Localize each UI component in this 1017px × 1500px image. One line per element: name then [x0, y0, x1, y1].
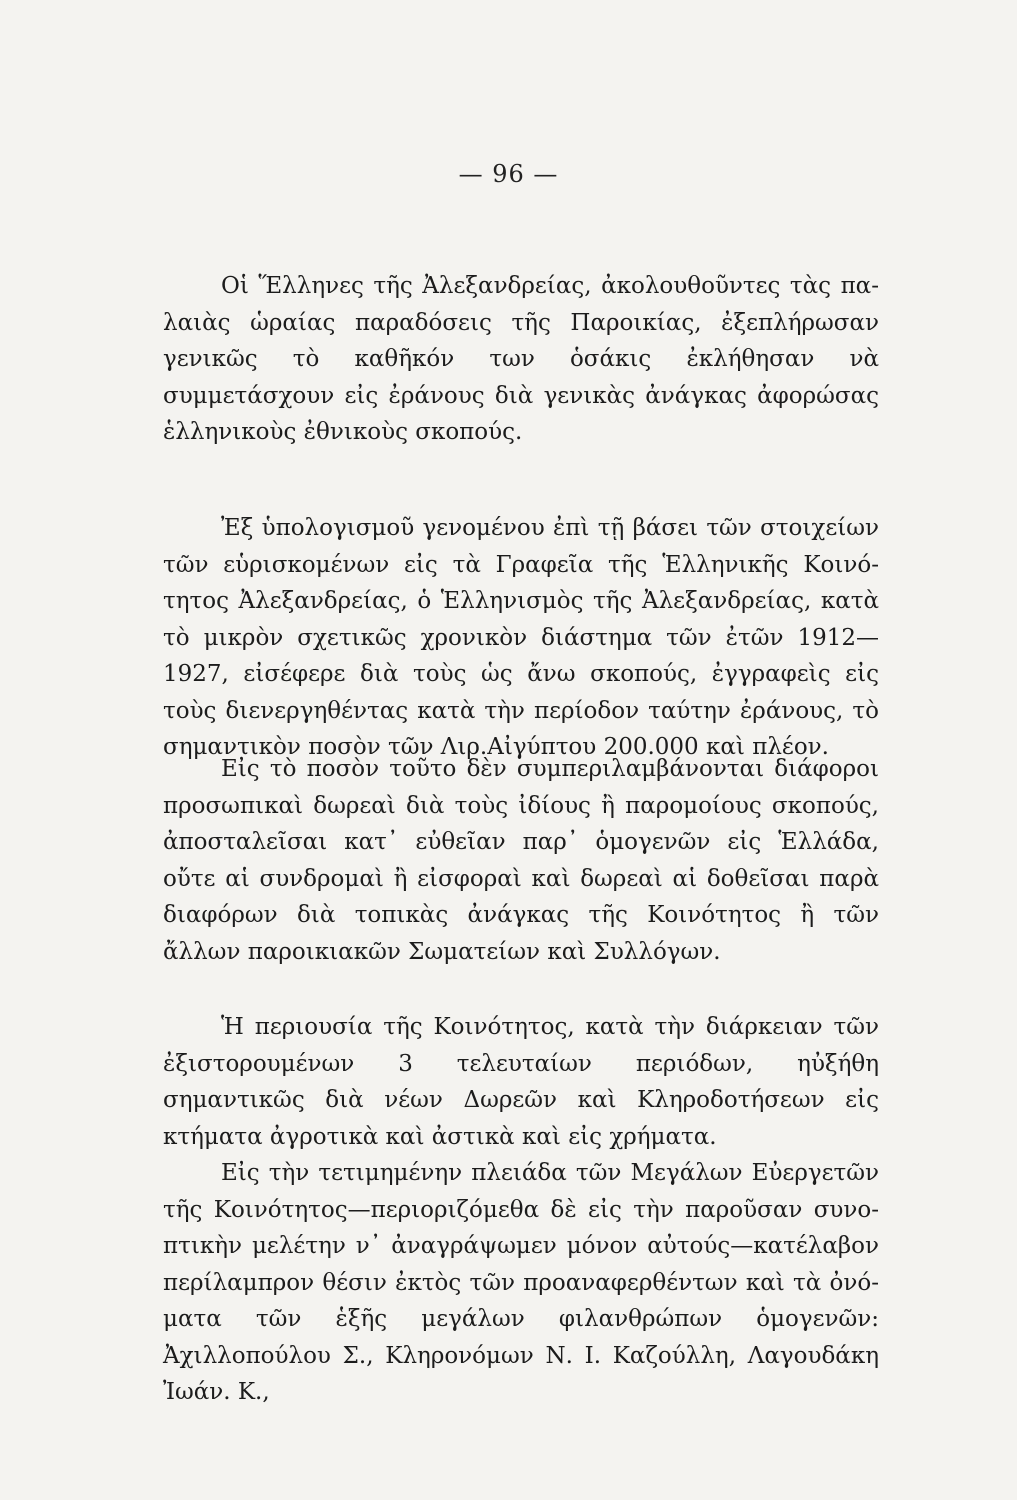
paragraph-4	[163, 1009, 879, 1155]
paragraph-text: Ἡ περιουσία τῆς Κοινότητος, κατὰ τὴν διάρκειαν τῶν ἐξιστορουμένων 3 τελευταίων περιόδων, ηὐξήθη σημαντικῶς διὰ νέων Δωρεῶν καὶ Κληροδοτήσεων εἰς κτήματα ἀγροτικὰ καὶ ἀστικὰ καὶ εἰς χρήματα.	[163, 1014, 879, 1150]
paragraph-3	[163, 751, 879, 970]
paragraph-text: Οἱ Ἕλληνες τῆς Ἀλεξανδρείας, ἀκολουθοῦντες τὰς παλαιὰς ὡραίας παραδόσεις τῆς Παροικίας, ἐξεπλήρωσαν γενικῶς τὸ καθῆκόν των ὁσάκις ἐκλήθησαν νὰ συμμετάσχουν εἰς ἐράνους διὰ γενικὰς ἀνάγκας ἀφορώσας ἑλληνικοὺς ἐθνικοὺς σκοπούς.	[163, 273, 879, 445]
paragraph-2	[163, 510, 879, 766]
page-number: — 96 —	[458, 160, 559, 188]
paragraph-1	[163, 268, 879, 451]
paragraph-text: Εἰς τὸ ποσὸν τοῦτο δὲν συμπεριλαμβάνονται διάφοροι προσωπικαὶ δωρεαὶ διὰ τοὺς ἰδίους ἢ παρομοίους σκοπούς, ἀποσταλεῖσαι κατ᾿ εὐθεῖαν παρ᾿ ὁμογενῶν εἰς Ἑλλάδα, οὔτε αἱ συνδρομαὶ ἢ εἰσφοραὶ καὶ δωρεαὶ αἱ δοθεῖσαι παρὰ διαφόρων διὰ τοπικὰς ἀνάγκας τῆς Κοινότητος ἢ τῶν ἄλλων παροικιακῶν Σωματείων καὶ Συλλόγων.	[163, 756, 879, 965]
paragraph-text: Εἰς τὴν τετιμημένην πλειάδα τῶν Μεγάλων Εὐεργετῶν τῆς Κοινότητος—περιοριζόμεθα δὲ εἰς τὴν παροῦσαν συνοπτικὴν μελέτην ν᾿ ἀναγράψωμεν μόνον αὐτούς—κατέλαβον περίλαμπρον θέσιν ἐκτὸς τῶν προαναφερθέντων καὶ τὰ ὀνόματα τῶν ἑξῆς μεγάλων φιλανθρώπων ὁμογενῶν: Ἀχιλλοπούλου Σ., Κληρονόμων Ν. Ι. Καζούλλη, Λαγουδάκη Ἰωάν. Κ.,	[163, 1160, 879, 1405]
paragraph-text: Ἐξ ὑπολογισμοῦ γενομένου ἐπὶ τῇ βάσει τῶν στοιχείων τῶν εὑρισκομένων εἰς τὰ Γραφεῖα τῆς Ἑλληνικῆς Κοινότητος Ἀλεξανδρείας, ὁ Ἑλληνισμὸς τῆς Ἀλεξανδρείας, κατὰ τὸ μικρὸν σχετικῶς χρονικὸν διάστημα τῶν ἐτῶν 1912—1927, εἰσέφερε διὰ τοὺς ὡς ἄνω σκοπούς, ἐγγραφεὶς εἰς τοὺς διενεργηθέντας κατὰ τὴν περίοδον ταύτην ἐράνους, τὸ σημαντικὸν ποσὸν τῶν Λιρ.Αἰγύπτου 200.000 καὶ πλέον.	[163, 515, 879, 760]
paragraph-5	[163, 1155, 879, 1411]
